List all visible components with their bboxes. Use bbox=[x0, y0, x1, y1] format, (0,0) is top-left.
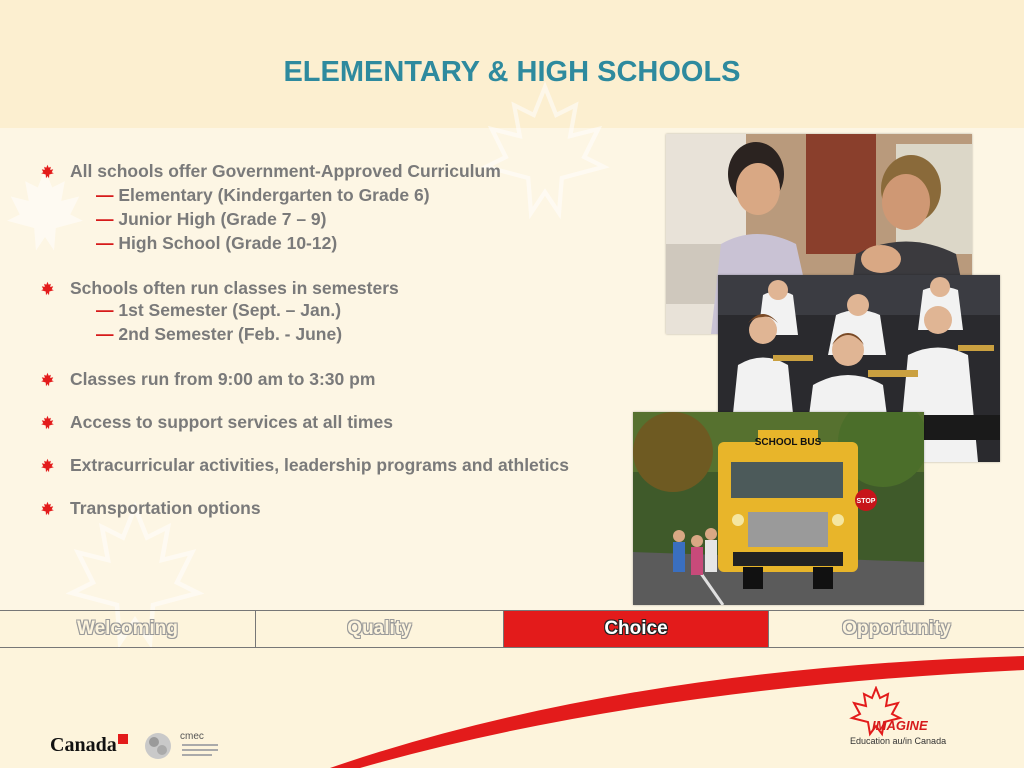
bullet-item bbox=[40, 279, 600, 298]
nav-tab-choice[interactable] bbox=[504, 611, 769, 647]
canada-wordmark-text: Canada bbox=[50, 734, 117, 756]
bullet-text: All schools offer Government-Approved Curriculum bbox=[70, 161, 501, 181]
bullet-item bbox=[40, 456, 600, 475]
maple-leaf-bullet-icon bbox=[40, 281, 55, 296]
bullet-item bbox=[40, 499, 600, 518]
bullet-spacer bbox=[40, 432, 600, 456]
stop-sign-text: STOP bbox=[856, 498, 876, 505]
bullet-item bbox=[40, 413, 600, 432]
sub-bullet-text: 1st Semester (Sept. – Jan.) bbox=[118, 300, 342, 320]
bus-sign-text: SCHOOL BUS bbox=[754, 437, 822, 448]
cmec-logo-text: cmec bbox=[180, 731, 204, 742]
sub-bullet-text: Elementary (Kindergarten to Grade 6) bbox=[118, 185, 430, 205]
bullet-text: Access to support services at all times bbox=[70, 412, 393, 432]
bullet-spacer bbox=[40, 475, 600, 499]
photo-school-bus bbox=[633, 412, 924, 605]
sub-bullet-text: High School (Grade 10-12) bbox=[118, 233, 338, 253]
sub-bullet-text: Junior High (Grade 7 – 9) bbox=[118, 209, 327, 229]
nav-tab-quality[interactable] bbox=[256, 611, 504, 647]
dash-marker: — bbox=[96, 209, 114, 229]
bullet-text: Classes run from 9:00 am to 3:30 pm bbox=[70, 369, 376, 389]
bullet-spacer bbox=[40, 346, 600, 370]
imagine-tagline: Education au/in Canada bbox=[850, 736, 947, 746]
dash-marker: — bbox=[96, 300, 114, 320]
bullet-item bbox=[40, 162, 600, 181]
section-nav-bar bbox=[0, 610, 1024, 648]
sub-bullet-item bbox=[40, 183, 600, 207]
maple-leaf-bullet-icon bbox=[40, 164, 55, 179]
bullet-text: Extracurricular activities, leadership programs and athletics bbox=[70, 455, 569, 475]
imagine-logo-text: IMAGINE bbox=[872, 718, 928, 733]
bullet-spacer bbox=[40, 389, 600, 413]
bullet-text: Schools often run classes in semesters bbox=[70, 278, 399, 298]
nav-tab-label: Quality bbox=[347, 618, 412, 639]
canada-flag-icon bbox=[118, 734, 128, 744]
bullet-spacer bbox=[40, 255, 600, 279]
maple-leaf-bullet-icon bbox=[40, 415, 55, 430]
maple-leaf-bullet-icon bbox=[40, 501, 55, 516]
nav-tab-welcoming[interactable] bbox=[0, 611, 256, 647]
bullet-item bbox=[40, 370, 600, 389]
canada-wordmark bbox=[50, 734, 128, 757]
page-title: ELEMENTARY & HIGH SCHOOLS bbox=[283, 56, 741, 88]
dash-marker: — bbox=[96, 233, 114, 253]
sub-bullet-item bbox=[40, 322, 600, 346]
nav-tab-opportunity[interactable] bbox=[769, 611, 1024, 647]
maple-leaf-bullet-icon bbox=[40, 458, 55, 473]
sub-bullet-item bbox=[40, 298, 600, 322]
dash-marker: — bbox=[96, 185, 114, 205]
sub-bullet-item bbox=[40, 231, 600, 255]
dash-marker: — bbox=[96, 324, 114, 344]
nav-tab-label: Opportunity bbox=[842, 618, 951, 639]
nav-tab-label: Choice bbox=[604, 618, 668, 639]
bullet-list bbox=[40, 162, 600, 518]
sub-bullet-text: 2nd Semester (Feb. - June) bbox=[118, 324, 343, 344]
nav-tab-label: Welcoming bbox=[77, 618, 178, 639]
bullet-text: Transportation options bbox=[70, 498, 261, 518]
sub-bullet-item bbox=[40, 207, 600, 231]
maple-leaf-bullet-icon bbox=[40, 372, 55, 387]
